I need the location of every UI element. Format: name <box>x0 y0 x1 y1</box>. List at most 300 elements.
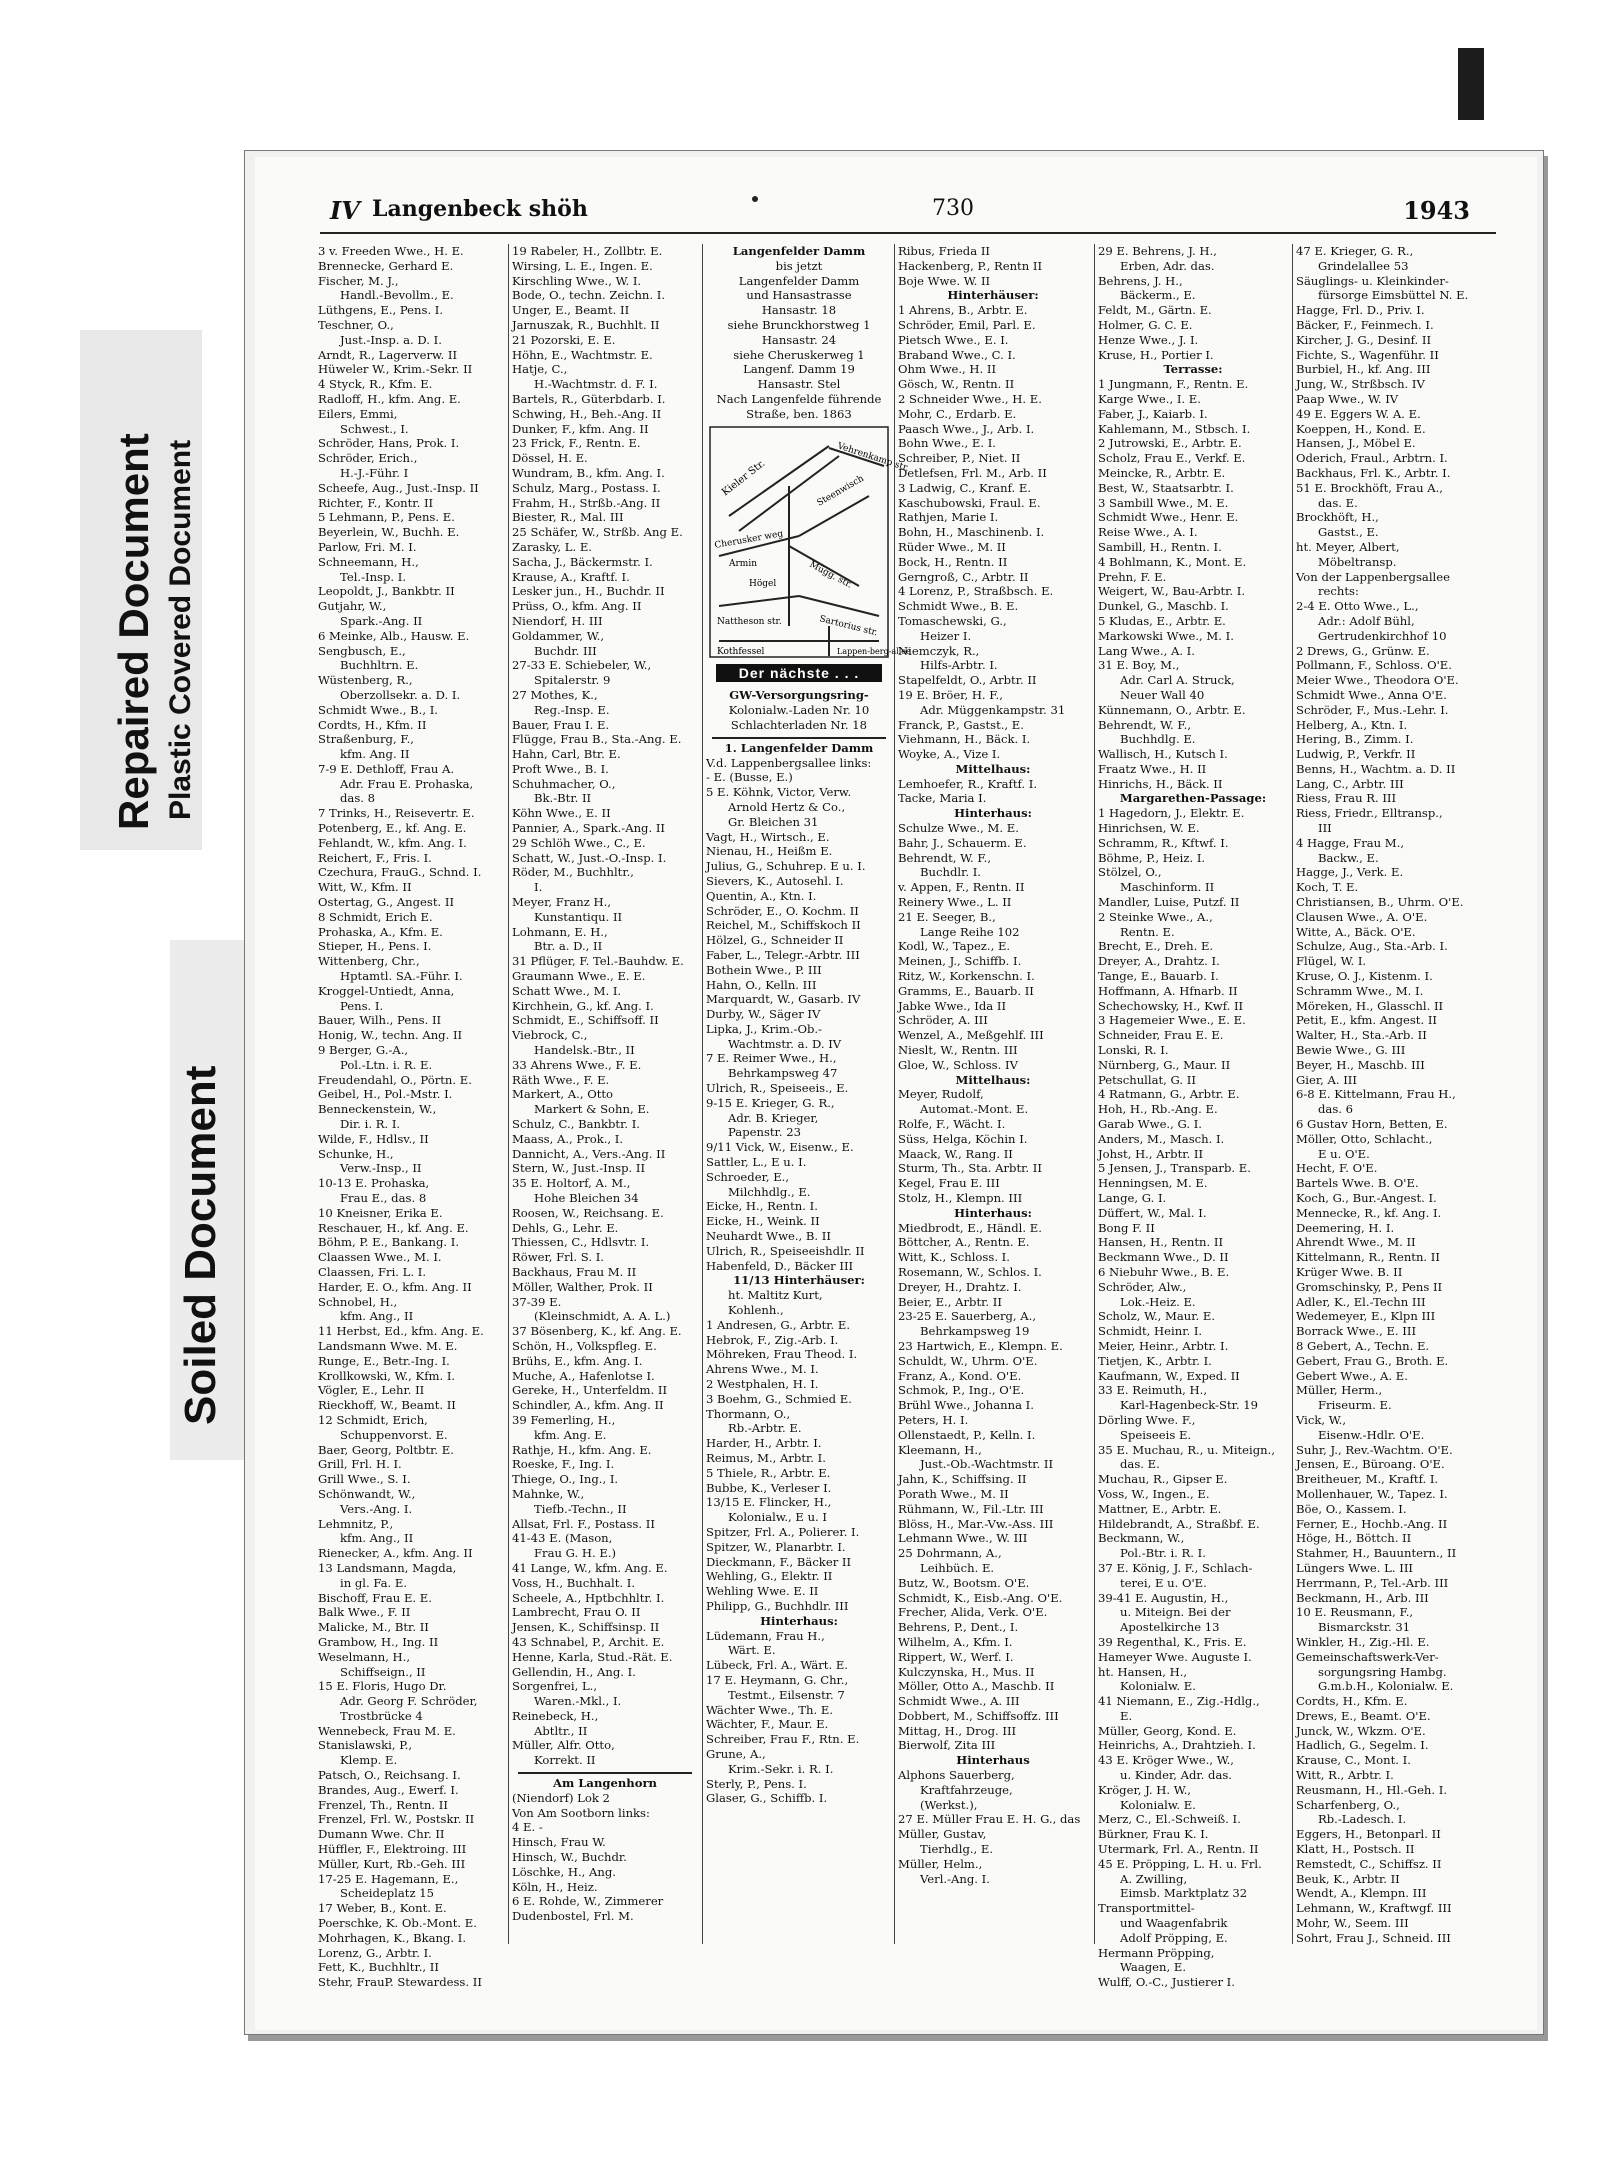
directory-entry: 3 Ladwig, C., Kranf. E. <box>898 480 1032 495</box>
map-label: Nattheson str. <box>717 616 782 627</box>
directory-entry: Hüweler W., Krim.-Sekr. II <box>318 362 473 377</box>
directory-entry: Kohlenh., <box>728 1303 784 1318</box>
directory-entry: Müller, Alfr. Otto, <box>512 1738 615 1753</box>
directory-entry: V.d. Lappenbergsallee links: <box>706 755 872 770</box>
directory-entry: Detlefsen, Frl. M., Arb. II <box>898 465 1047 480</box>
column-divider <box>508 244 509 1944</box>
directory-entry: Thiege, O., Ing., I. <box>512 1472 619 1487</box>
directory-entry: Hohe Bleichen 34 <box>534 1191 639 1205</box>
directory-entry: Hinterhaus: <box>954 806 1032 821</box>
directory-entry: Kunstantiqu. II <box>534 909 623 924</box>
directory-entry: 29 E. Behrens, J. H., <box>1098 244 1217 258</box>
directory-entry: Süss, Helga, Köchin I. <box>898 1131 1028 1146</box>
directory-entry: Von Am Sootborn links: <box>512 1805 650 1820</box>
directory-entry: Wilhelm, A., Kfm. I. <box>898 1634 1013 1649</box>
directory-entry: Kirchhein, G., kf. Ang. I. <box>512 998 654 1013</box>
directory-entry: Feldt, M., Gärtn. E. <box>1098 303 1212 318</box>
directory-entry: Gemeinschaftswerk-Ver- <box>1296 1649 1439 1664</box>
directory-entry: Fett, K., Buchhltr., II <box>318 1960 439 1975</box>
directory-entry: Scharfenberg, O., <box>1296 1797 1400 1812</box>
gw-versorgungsring-lines <box>706 703 892 733</box>
directory-entry: 5 E. Köhnk, Victor, Verw. <box>706 785 852 800</box>
directory-entry: Dobbert, M., Schiffsoffz. III <box>898 1708 1059 1723</box>
directory-entry: Rb.-Arbtr. E. <box>728 1421 802 1436</box>
directory-entry: Prehn, F. E. <box>1098 569 1167 584</box>
directory-entry: Künnemann, O., Arbtr. E. <box>1098 702 1246 717</box>
directory-entry: u. Kinder, Adr. das. <box>1120 1768 1232 1783</box>
directory-entry: Bothein Wwe., P. III <box>706 962 822 977</box>
directory-entry: Teschner, O., <box>318 317 394 332</box>
directory-entry: Schmidt Wwe., A. III <box>898 1694 1020 1709</box>
directory-entry: kfm. Ang., II <box>340 1309 414 1324</box>
directory-entry: Spitalerstr. 9 <box>534 673 611 688</box>
directory-entry: Oberzollsekr. a. D. I. <box>340 687 461 702</box>
column-6 <box>1296 244 1496 1964</box>
directory-entry: Gertrudenkirchhof 10 <box>1318 628 1447 643</box>
directory-entry: Lohmann, E. H., <box>512 924 608 939</box>
directory-entry: Hildebrandt, A., Straßbf. E. <box>1098 1516 1260 1531</box>
directory-entry: Mohrhagen, K., Bkang. I. <box>318 1930 467 1945</box>
directory-entry: 39-41 E. Augustin, H., <box>1098 1590 1229 1605</box>
column-divider <box>1094 244 1095 1944</box>
directory-entry: Nürnberg, G., Maur. II <box>1098 1057 1231 1072</box>
directory-entry: Hebrok, F., Zig.-Arb. I. <box>706 1332 839 1347</box>
directory-entry: Gebert, Frau G., Broth. E. <box>1296 1353 1449 1368</box>
directory-entry: Alphons Sauerberg, <box>898 1768 1015 1783</box>
directory-entry: Witt, R., Arbtr. I. <box>1296 1768 1394 1783</box>
directory-entry: Wallisch, H., Kutsch I. <box>1098 747 1228 762</box>
directory-entry: Vögler, E., Lehr. II <box>318 1383 425 1398</box>
directory-entry: Quentin, A., Ktn. I. <box>706 888 817 903</box>
map-label: Armin <box>729 558 758 569</box>
directory-entry: Scheideplatz 15 <box>340 1886 435 1901</box>
directory-entry: Zarasky, L. E. <box>512 539 592 554</box>
directory-entry: Hermann Pröpping, <box>1098 1945 1215 1960</box>
directory-entry: 6 Gustav Horn, Betten, E. <box>1296 1117 1448 1132</box>
directory-entry: Korrekt. II <box>534 1753 596 1768</box>
directory-entry: Oderich, Fraul., Arbtrn. I. <box>1296 451 1448 466</box>
directory-entry: Prohaska, A., Kfm. E. <box>318 924 443 939</box>
directory-entry: Bock, H., Rentn. II <box>898 554 1008 569</box>
directory-entry: das. 8 <box>340 791 376 806</box>
directory-entry: Bischoff, Frau E. E. <box>318 1590 432 1605</box>
directory-entry: Tierhdlg., E. <box>920 1842 994 1857</box>
map-label: Lappen-berg-allee <box>837 646 911 656</box>
directory-entry: Graumann Wwe., E. E. <box>512 969 646 984</box>
directory-entry: Spark.-Ang. II <box>340 613 423 628</box>
directory-entry: 25 Dohrmann, A., <box>898 1546 1002 1561</box>
directory-entry: 8 Schmidt, Erich E. <box>318 909 433 924</box>
directory-entry: Dreyer, A., Drahtz. I. <box>1098 954 1220 969</box>
directory-entry: 2 Schneider Wwe., H. E. <box>898 391 1042 406</box>
directory-entry: Müller, Georg, Kond. E. <box>1098 1723 1237 1738</box>
directory-entry: Wirsing, L. E., Ingen. E. <box>512 258 653 273</box>
directory-entry: Mittag, H., Drog. III <box>898 1723 1017 1738</box>
directory-entry: Schwest., I. <box>340 421 409 436</box>
directory-entry: Kittelmann, R., Rentn. II <box>1296 1250 1440 1265</box>
directory-entry: terei, E u. O'E. <box>1120 1575 1207 1590</box>
directory-entry: Schmidt Wwe., Anna O'E. <box>1296 687 1447 702</box>
directory-entry: 2 Steinke Wwe., A., <box>1098 909 1213 924</box>
directory-entry: Butz, W., Bootsm. O'E. <box>898 1575 1030 1590</box>
directory-entry: Sorgenfrei, L., <box>512 1679 598 1694</box>
directory-entry: Jarnuszak, R., Buchhlt. II <box>512 317 660 332</box>
street-map <box>709 426 911 658</box>
directory-entry: Hagge, J., Verk. E. <box>1296 865 1404 880</box>
directory-entry: 19 E. Bröer, H. F., <box>898 687 1003 702</box>
directory-entry: Ostertag, G., Angest. II <box>318 895 455 910</box>
directory-entry: Maass, A., Prok., I. <box>512 1131 624 1146</box>
directory-entry: (Niendorf) Lok 2 <box>512 1790 610 1805</box>
directory-entry: Benneckenstein, W., <box>318 1102 437 1117</box>
directory-entry: Hagge, Frl. D., Priv. I. <box>1296 303 1425 318</box>
directory-entry: Henne, Karla, Stud.-Rät. E. <box>512 1649 673 1664</box>
directory-entry: ht. Hansen, H., <box>1098 1664 1188 1679</box>
directory-entry: kfm. Ang. II <box>340 747 410 762</box>
directory-entry: Wulff, O.-C., Justierer I. <box>1098 1975 1235 1990</box>
directory-entry: Sterly, P., Pens. I. <box>706 1776 807 1791</box>
directory-entry: Möller, Otto A., Maschb. II <box>898 1679 1055 1694</box>
directory-entry: Hackenberg, P., Rentn II <box>898 258 1043 273</box>
directory-entry: 33 Ahrens Wwe., F. E. <box>512 1057 642 1072</box>
directory-entry: Hinrichs, H., Bäck. II <box>1098 776 1223 791</box>
directory-entry: Blöss, H., Mar.-Vw.-Ass. III <box>898 1516 1054 1531</box>
directory-entry: Erben, Adr. das. <box>1120 258 1215 273</box>
directory-entry: Cordts, H., Kfm. E. <box>1296 1694 1408 1709</box>
directory-entry: Franck, P., Gastst., E. <box>898 717 1024 732</box>
directory-entry: Dunkel, G., Maschb. I. <box>1098 599 1229 614</box>
directory-entry: Schmok, P., Ing., O'E. <box>898 1383 1025 1398</box>
directory-entry: Bürkner, Frau K. I. <box>1098 1827 1209 1842</box>
directory-entry: Hilfs-Arbtr. I. <box>920 658 998 673</box>
directory-entry: 21 Pozorski, E. E. <box>512 332 616 347</box>
column-2 <box>512 244 698 1964</box>
directory-entry: u. Miteign. Bei der <box>1120 1605 1231 1620</box>
directory-entry: Hatje, C., <box>512 362 568 377</box>
directory-entry: Wächter, F., Maur. E. <box>706 1717 829 1732</box>
directory-entry: Dehls, G., Lehr. E. <box>512 1220 619 1235</box>
directory-entry: Löschke, H., Ang. <box>512 1864 616 1879</box>
directory-entry: 9/11 Vick, W., Eisenw., E. <box>706 1140 854 1155</box>
directory-entry: Reusmann, H., Hl.-Geh. I. <box>1296 1782 1448 1797</box>
directory-entry: Rathjen, Marie I. <box>898 510 999 525</box>
directory-entry: Fichte, S., Wagenführ. II <box>1296 347 1439 362</box>
directory-entry: Arndt, R., Lagerverw. II <box>318 347 458 362</box>
directory-entry: Handl.-Bevollm., E. <box>340 288 454 303</box>
directory-entry: Utermark, Frl. A., Rentn. II <box>1098 1842 1259 1857</box>
directory-entry: Wachtmstr. a. D. IV <box>728 1036 842 1051</box>
directory-entry: 37 E. König, J. F., Schlach- <box>1098 1560 1253 1575</box>
directory-entry: Gromschinsky, P., Pens II <box>1296 1279 1443 1294</box>
directory-entry: Behrkampsweg 19 <box>920 1324 1030 1339</box>
directory-entry: Lüthgens, E., Pens. I. <box>318 303 444 318</box>
directory-entry: Stahmer, H., Bauuntern., II <box>1296 1546 1457 1561</box>
directory-entry: Ohm Wwe., H. II <box>898 362 997 377</box>
directory-entry: Straßenburg, F., <box>318 732 414 747</box>
directory-entry: das. 6 <box>1318 1102 1354 1117</box>
directory-entry: Deemering, H. I. <box>1296 1220 1395 1235</box>
directory-entry: Koeppen, H., Kond. E. <box>1296 421 1426 436</box>
directory-entry: Potenberg, E., kf. Ang. E. <box>318 821 467 836</box>
directory-entry: Geibel, H., Pol.-Mstr. I. <box>318 1087 453 1102</box>
directory-entry: Kodl, W., Tapez., E. <box>898 939 1011 954</box>
volume-number: IV <box>330 196 360 225</box>
directory-entry: Richter, F., Kontr. II <box>318 495 434 510</box>
directory-entry: Freudendahl, O., Pörtn. E. <box>318 1072 472 1087</box>
am-langenhorn-title: Am Langenhorn <box>552 1776 657 1791</box>
directory-entry: Reinebeck, H., <box>512 1708 599 1723</box>
directory-entry: Waren.-Mkl., I. <box>534 1694 622 1709</box>
directory-entry: Reg.-Insp. E. <box>534 702 610 717</box>
directory-entry: Backhaus, Frau M. II <box>512 1264 637 1279</box>
directory-entry: Grill, Frl. H. I. <box>318 1457 402 1472</box>
directory-entry: Jahn, K., Schiffsing. II <box>898 1472 1027 1487</box>
column-5 <box>1098 244 1288 1990</box>
directory-entry: Beckmann, H., Arb. III <box>1296 1590 1429 1605</box>
directory-entry: 31 E. Boy, M., <box>1098 658 1180 673</box>
directory-entry: Jensen, K., Schiffsinsp. II <box>512 1620 660 1635</box>
column-4 <box>898 244 1088 1964</box>
directory-entry: 3 Boehm, G., Schmied E. <box>706 1391 852 1406</box>
directory-entry: 9-15 E. Krieger, G. R., <box>706 1095 835 1110</box>
directory-entry: Langenf. Damm 19 <box>743 362 855 377</box>
directory-entry: rechts: <box>1318 584 1359 599</box>
directory-entry: 10-13 E. Prohaska, <box>318 1176 430 1191</box>
directory-entry: Kolonialw. E. <box>1120 1797 1196 1812</box>
directory-entry: Lehmann, W., Kraftwgf. III <box>1296 1901 1452 1916</box>
directory-entry: 19 Rabeler, H., Zollbtr. E. <box>512 244 663 258</box>
directory-entry: Tange, E., Bauarb. I. <box>1098 969 1219 984</box>
directory-entry: Wedemeyer, E., Klpn III <box>1296 1309 1436 1324</box>
directory-entry: Schroeder, E., <box>706 1169 790 1184</box>
directory-entry: Dannicht, A., Vers.-Ang. II <box>512 1146 666 1161</box>
directory-entry: Heinrichs, A., Drahtzieh. I. <box>1098 1738 1256 1753</box>
directory-entry: Eicke, H., Weink. II <box>706 1214 820 1229</box>
directory-entry: 11/13 Hinterhäuser: <box>733 1273 865 1288</box>
map-label: Kothfessel <box>717 646 765 657</box>
langenfelder-box <box>706 244 892 422</box>
directory-entry: Schröder, Alw., <box>1098 1279 1187 1294</box>
directory-entry: Schulze, Aug., Sta.-Arb. I. <box>1296 939 1448 954</box>
directory-entry: Rentn. E. <box>1120 924 1175 939</box>
directory-entry: Hansastr. 18 <box>761 303 837 318</box>
directory-entry: Gloe, W., Schloss. IV <box>898 1057 1018 1072</box>
directory-entry: Czechura, FrauG., Schnd. I. <box>318 865 482 880</box>
directory-entry: Verl.-Ang. I. <box>920 1871 990 1886</box>
directory-entry: 17 Weber, B., Kont. E. <box>318 1901 447 1916</box>
directory-entry: Markert & Sohn, E. <box>534 1102 650 1117</box>
directory-entry: Sattler, L., E u. I. <box>706 1155 807 1170</box>
column-divider <box>894 244 895 1944</box>
directory-entry: Schulz, C., Bankbtr. I. <box>512 1117 640 1132</box>
directory-entry: Tomaschewski, G., <box>898 613 1007 628</box>
directory-entry: Handelsk.-Btr., II <box>534 1043 635 1058</box>
directory-entry: Goldammer, W., <box>512 628 605 643</box>
year: 1943 <box>1403 196 1470 225</box>
directory-entry: 43 E. Kröger Wwe., W., <box>1098 1753 1234 1768</box>
directory-entry: Mohr, C., Erdarb. E. <box>898 406 1017 421</box>
directory-entry: Best, W., Staatsarbtr. I. <box>1098 480 1234 495</box>
directory-entry: Wenzel, A., Meßgehlf. III <box>898 1028 1044 1043</box>
header-rule <box>320 232 1496 234</box>
langenfelder-notes <box>706 259 892 422</box>
directory-entry: Stehr, FrauP. Stewardess. II <box>318 1975 482 1990</box>
directory-entry: Rienecker, A., kfm. Ang. II <box>318 1546 473 1561</box>
directory-entry: Müller, Helm., <box>898 1856 983 1871</box>
directory-entry: 23-25 E. Sauerberg, A., <box>898 1309 1037 1324</box>
directory-entry: Ulrich, R., Speiseeishdlr. II <box>706 1243 865 1258</box>
directory-entry: Meier Wwe., Theodora O'E. <box>1296 673 1459 688</box>
directory-entry: Scholz, W., Maur. E. <box>1098 1309 1216 1324</box>
directory-entry: 6-8 E. Kittelmann, Frau H., <box>1296 1087 1456 1102</box>
directory-entry: Säuglings- u. Kleinkinder- <box>1296 273 1449 288</box>
directory-entry: Krollkowski, W., Kfm. I. <box>318 1368 456 1383</box>
directory-entry: Patsch, O., Reichsang. I. <box>318 1768 461 1783</box>
directory-entry: 2-4 E. Otto Wwe., L., <box>1296 599 1419 614</box>
directory-entry: Peters, H. I. <box>898 1412 969 1427</box>
directory-entry: Frau G. H. E.) <box>534 1546 617 1561</box>
directory-entry: Wennebeck, Frau M. E. <box>318 1723 456 1738</box>
directory-entry: Braband Wwe., C. I. <box>898 347 1016 362</box>
directory-entry: Gereke, H., Unterfeldm. II <box>512 1383 668 1398</box>
directory-entry: Wilde, F., Hdlsv., II <box>318 1131 429 1146</box>
directory-entry: Kirschling Wwe., W. I. <box>512 273 642 288</box>
directory-entry: Flügel, W. I. <box>1296 954 1367 969</box>
directory-entry: Scholz, Frau E., Verkf. E. <box>1098 451 1246 466</box>
directory-entry: Hinterhaus <box>956 1753 1030 1768</box>
directory-entry: Gutjahr, W., <box>318 599 387 614</box>
directory-entry: 49 E. Eggers W. A. E. <box>1296 406 1421 421</box>
directory-entry: Winkler, H., Zig.-Hl. E. <box>1296 1634 1430 1649</box>
directory-entry: Bode, O., techn. Zeichn. I. <box>512 288 666 303</box>
directory-entry: 41 Lange, W., kfm. Ang. E. <box>512 1560 668 1575</box>
directory-entry: H.-Wachtmstr. d. F. I. <box>534 377 658 392</box>
directory-entry: Milchhdlg., E. <box>728 1184 811 1199</box>
directory-entry: 2 Westphalen, H. I. <box>706 1377 819 1392</box>
directory-entry: Grambow, H., Ing. II <box>318 1634 439 1649</box>
directory-entry: Franz, A., Kond. O'E. <box>898 1368 1022 1383</box>
directory-entry: 3 v. Freeden Wwe., H. E. <box>318 244 464 258</box>
directory-entry: Spitzer, Frl. A., Polierer. I. <box>706 1524 860 1539</box>
directory-entry: Harder, E. O., kfm. Ang. II <box>318 1279 472 1294</box>
directory-entry: Just.-Insp. a. D. I. <box>340 332 442 347</box>
directory-entry: Mittelhaus: <box>955 1072 1031 1087</box>
directory-entry: Lok.-Heiz. E. <box>1120 1294 1196 1309</box>
directory-entry: Habenfeld, D., Bäcker III <box>706 1258 854 1273</box>
directory-entry: Markert, A., Otto <box>512 1087 614 1102</box>
directory-entry: Poerschke, K. Ob.-Mont. E. <box>318 1916 477 1931</box>
directory-entry: Harder, H., Arbtr. I. <box>706 1436 822 1451</box>
directory-entry: Schröder, Erich., <box>318 451 418 466</box>
directory-entry: 3 Sambill Wwe., M. E. <box>1098 495 1229 510</box>
directory-entry: Stapelfeldt, O., Arbtr. II <box>898 673 1037 688</box>
page-header <box>330 196 1490 226</box>
directory-entry: Schröder, A. III <box>898 1013 988 1028</box>
directory-entry: Kulczynska, H., Mus. II <box>898 1664 1035 1679</box>
directory-entry: Möhreken, Frau Theod. I. <box>706 1347 858 1362</box>
directory-entry: Sengbusch, E., <box>318 643 406 658</box>
directory-entry: Sohrt, Frau J., Schneid. III <box>1296 1930 1451 1945</box>
directory-entry: Benns, H., Wachtm. a. D. II <box>1296 761 1456 776</box>
directory-entry: Brennecke, Gerhard E. <box>318 258 454 273</box>
directory-entry: siehe Cheruskerweg 1 <box>733 347 865 362</box>
directory-entry: Adr. Carl A. Struck, <box>1120 673 1235 688</box>
directory-entry: 21 E. Seeger, B., <box>898 909 996 924</box>
directory-entry: Klatt, H., Postsch. II <box>1296 1842 1415 1857</box>
directory-entry: Woyke, A., Vize I. <box>898 747 1001 762</box>
directory-entry: 35 E. Muchau, R., u. Miteign., <box>1098 1442 1276 1457</box>
directory-entry: kfm. Ang., II <box>340 1531 414 1546</box>
directory-entry: Schneemann, H., <box>318 554 419 569</box>
directory-entry: Wehling Wwe. E. II <box>706 1584 819 1599</box>
directory-entry: Mennecke, R., kf. Ang. I. <box>1296 1205 1442 1220</box>
directory-entry: Leopoldt, J., Bankbtr. II <box>318 584 455 599</box>
directory-entry: Schmidt, K., Eisb.-Ang. O'E. <box>898 1590 1063 1605</box>
directory-entry: Brühl Wwe., Johanna I. <box>898 1398 1034 1413</box>
directory-entry: 4 E. - <box>512 1820 543 1835</box>
directory-entry: Schuldt, W., Uhrm. O'E. <box>898 1353 1038 1368</box>
directory-entry: I. <box>534 880 543 895</box>
directory-entry: Hptamtl. SA.-Führ. I. <box>340 969 463 984</box>
directory-entry: Karl-Hagenbeck-Str. 19 <box>1120 1398 1259 1413</box>
directory-entry: Leihbüch. E. <box>920 1560 995 1575</box>
directory-entry: Reimus, M., Arbtr. I. <box>706 1451 826 1465</box>
directory-entry: 4 Bohlmann, K., Mont. E. <box>1098 554 1247 569</box>
directory-entry: Von der Lappenbergsallee <box>1296 569 1450 584</box>
directory-entry: 6 Niebuhr Wwe., B. E. <box>1098 1264 1230 1279</box>
directory-entry: Hering, B., Zimm. I. <box>1296 732 1414 747</box>
directory-entry: G.m.b.H., Kolonialw. E. <box>1318 1679 1454 1694</box>
directory-entry: Eilers, Emmi, <box>318 406 398 421</box>
directory-entry: Schneider, Frau E. E. <box>1098 1028 1224 1043</box>
directory-entry: Garab Wwe., G. I. <box>1098 1117 1202 1132</box>
directory-entry: Rosemann, W., Schlos. I. <box>898 1264 1042 1279</box>
directory-entry: Fehlandt, W., kfm. Ang. I. <box>318 835 467 850</box>
directory-entry: Jung, W., Strßbsch. IV <box>1296 377 1425 392</box>
directory-entry: Schmidt Wwe., B. E. <box>898 599 1019 614</box>
directory-entry: Schramm Wwe., M. I. <box>1296 983 1424 998</box>
directory-entry: Backhaus, Frl. K., Arbtr. I. <box>1296 465 1451 480</box>
directory-entry: Tietjen, K., Arbtr. I. <box>1098 1353 1212 1368</box>
directory-entry: Fraatz Wwe., H. II <box>1098 761 1207 776</box>
directory-entry: Burbiel, H., kf. Ang. III <box>1296 362 1431 377</box>
directory-entry: Honig, W., techn. Ang. II <box>318 1028 463 1043</box>
directory-entry: Walter, H., Sta.-Arb. II <box>1296 1028 1427 1043</box>
directory-entry: Junck, W., Wkzm. O'E. <box>1296 1723 1426 1738</box>
directory-entry: Schmidt Wwe., B., I. <box>318 702 438 717</box>
directory-entry: Mittelhaus: <box>955 761 1031 776</box>
directory-entry: 1 Hagedorn, J., Elektr. E. <box>1098 806 1245 821</box>
directory-entry: Spitzer, W., Planarbtr. I. <box>706 1539 846 1554</box>
directory-entry: (Kleinschmidt, A. A. L.) <box>534 1309 671 1324</box>
directory-entry: Grune, A., <box>706 1746 766 1761</box>
column-divider <box>702 244 703 1944</box>
directory-entry: Behrendt, W. F., <box>898 850 992 865</box>
directory-entry: Stölzel, O., <box>1098 865 1162 880</box>
directory-entry: Schröder, Hans, Prok. I. <box>318 436 460 451</box>
directory-entry: 39 Femerling, H., <box>512 1412 616 1427</box>
directory-entry: Fischer, M. J., <box>318 273 399 288</box>
directory-entry: - E. (Busse, E.) <box>706 770 793 785</box>
directory-entry: 10 Kneisner, Erika E. <box>318 1205 443 1220</box>
directory-entry: Borrack Wwe., E. III <box>1296 1324 1417 1339</box>
directory-entry: Schmidt, E., Schiffsoff. II <box>512 1013 659 1028</box>
directory-entry: Paasch Wwe., J., Arb. I. <box>898 421 1035 436</box>
directory-entry: Frenzel, Th., Rentn. II <box>318 1797 448 1812</box>
map-label: Kieler Str. <box>720 457 768 498</box>
directory-entry: siehe Brunckhorstweg 1 <box>727 317 871 332</box>
directory-entry: Transportmittel- <box>1098 1901 1195 1916</box>
